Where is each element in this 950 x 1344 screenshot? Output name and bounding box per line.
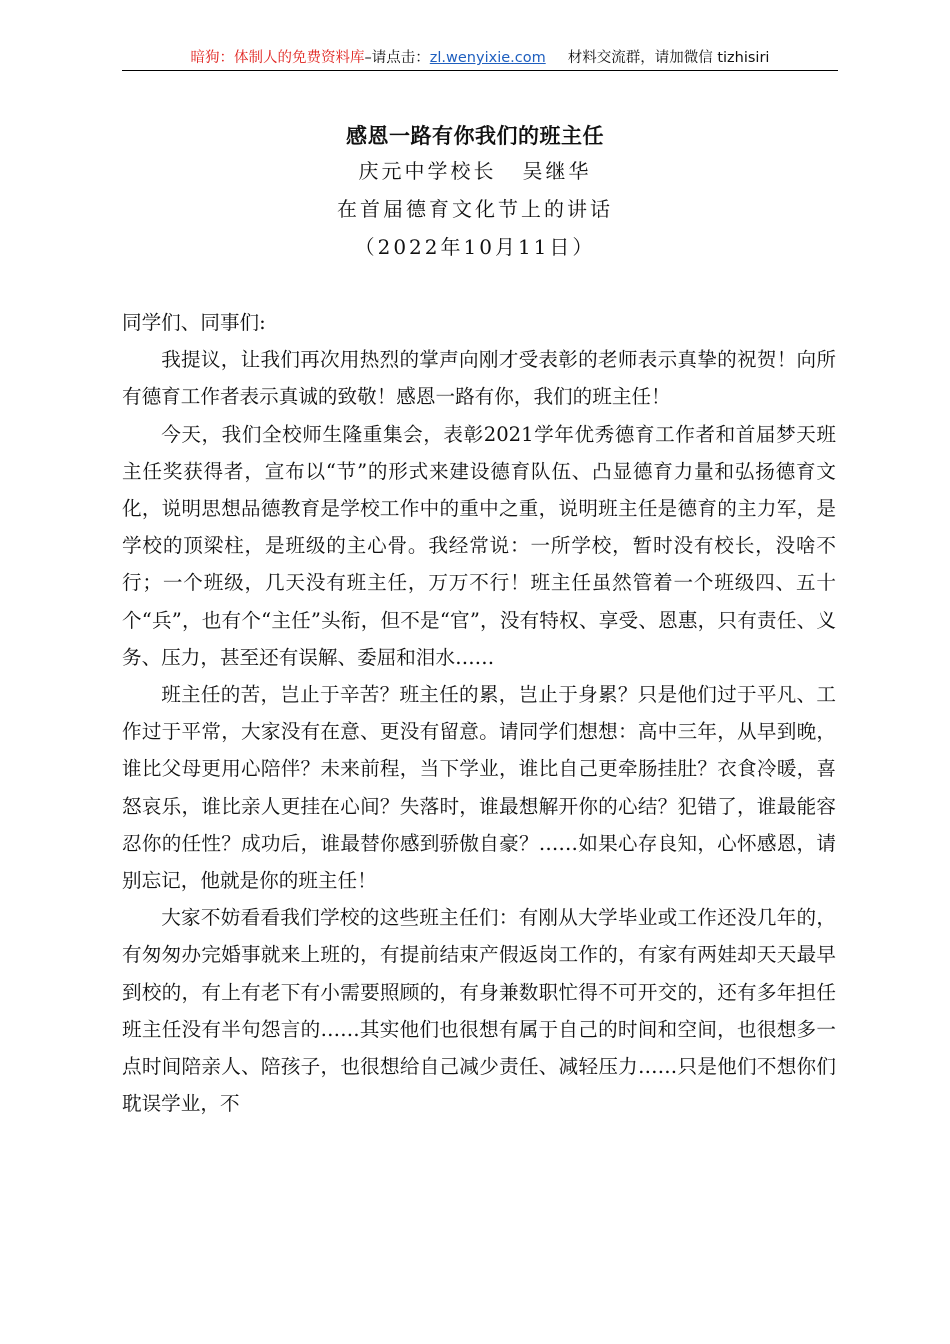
author-name: 吴继华 xyxy=(522,159,592,183)
author-line xyxy=(0,152,950,190)
occasion-line: 在首届德育文化节上的讲话 xyxy=(337,197,613,221)
author-title: 庆元中学校长 xyxy=(358,159,497,183)
paragraph: 大家不妨看看我们学校的这些班主任们：有刚从大学毕业或工作还没几年的，有匆匆办完婚事就来上班的，有提前结束产假返岗工作的，有家有两娃却天天最早到校的，有上有老下有小需要照顾的，有身兼数职忙得不可开交的，还有多年担任班主任没有半句怨言的……其实他们也很想有属于自己的时间和空间，也很想多一点时间陪亲人、陪孩子，也很想给自己减少责任、减轻压力……只是他们不想你们耽误学业，不 xyxy=(122,906,836,1116)
date-line: （2022年10月11日） xyxy=(354,235,596,259)
paragraph: 班主任的苦，岂止于辛苦？班主任的累，岂止于身累？只是他们过于平凡、工作过于平常，大家没有在意、更没有留意。请同学们想想：高中三年，从早到晚，谁比父母更用心陪伴？未来前程，当下学业，谁比自己更牵肠挂肚？衣食冷暖，喜怒哀乐，谁比亲人更挂在心间？失落时，谁最想解开你的心结？犯错了，谁最能容忍你的任性？成功后，谁最替你感到骄傲自豪？……如果心存良知，心怀感恩，请别忘记，他就是你的班主任！ xyxy=(122,683,836,893)
paragraph: 我提议，让我们再次用热烈的掌声向刚才受表彰的老师表示真挚的祝贺！向所有德育工作者表示真诚的致敬！感恩一路有你，我们的班主任！ xyxy=(122,348,836,409)
header-brand-text: 暗狗：体制人的免费资料库 xyxy=(190,50,365,66)
header-wechat-note: 材料交流群，请加微信 tizhisiri xyxy=(567,50,770,66)
speech-body xyxy=(122,304,836,1122)
page-header-banner xyxy=(122,46,838,71)
salutation: 同学们、同事们: xyxy=(122,311,266,334)
header-prompt-text: –请点击： xyxy=(364,50,430,66)
document-title: 感恩一路有你我们的班主任 xyxy=(346,123,604,148)
document-title-block xyxy=(0,120,950,266)
header-website-link[interactable]: zl.wenyixie.com xyxy=(429,50,546,66)
paragraph: 今天，我们全校师生隆重集会，表彰2021学年优秀德育工作者和首届梦天班主任奖获得者，宣布以“节”的形式来建设德育队伍、凸显德育力量和弘扬德育文化，说明思想品德教育是学校工作中的重中之重，说明班主任是德育的主力军，是学校的顶梁柱，是班级的主心骨。我经常说：一所学校，暂时没有校长，没啥不行；一个班级，几天没有班主任，万万不行！班主任虽然管着一个班级四、五十个“兵”，也有个“主任”头衔，但不是“官”，没有特权、享受、恩惠，只有责任、义务、压力，甚至还有误解、委屈和泪水…… xyxy=(122,422,836,669)
